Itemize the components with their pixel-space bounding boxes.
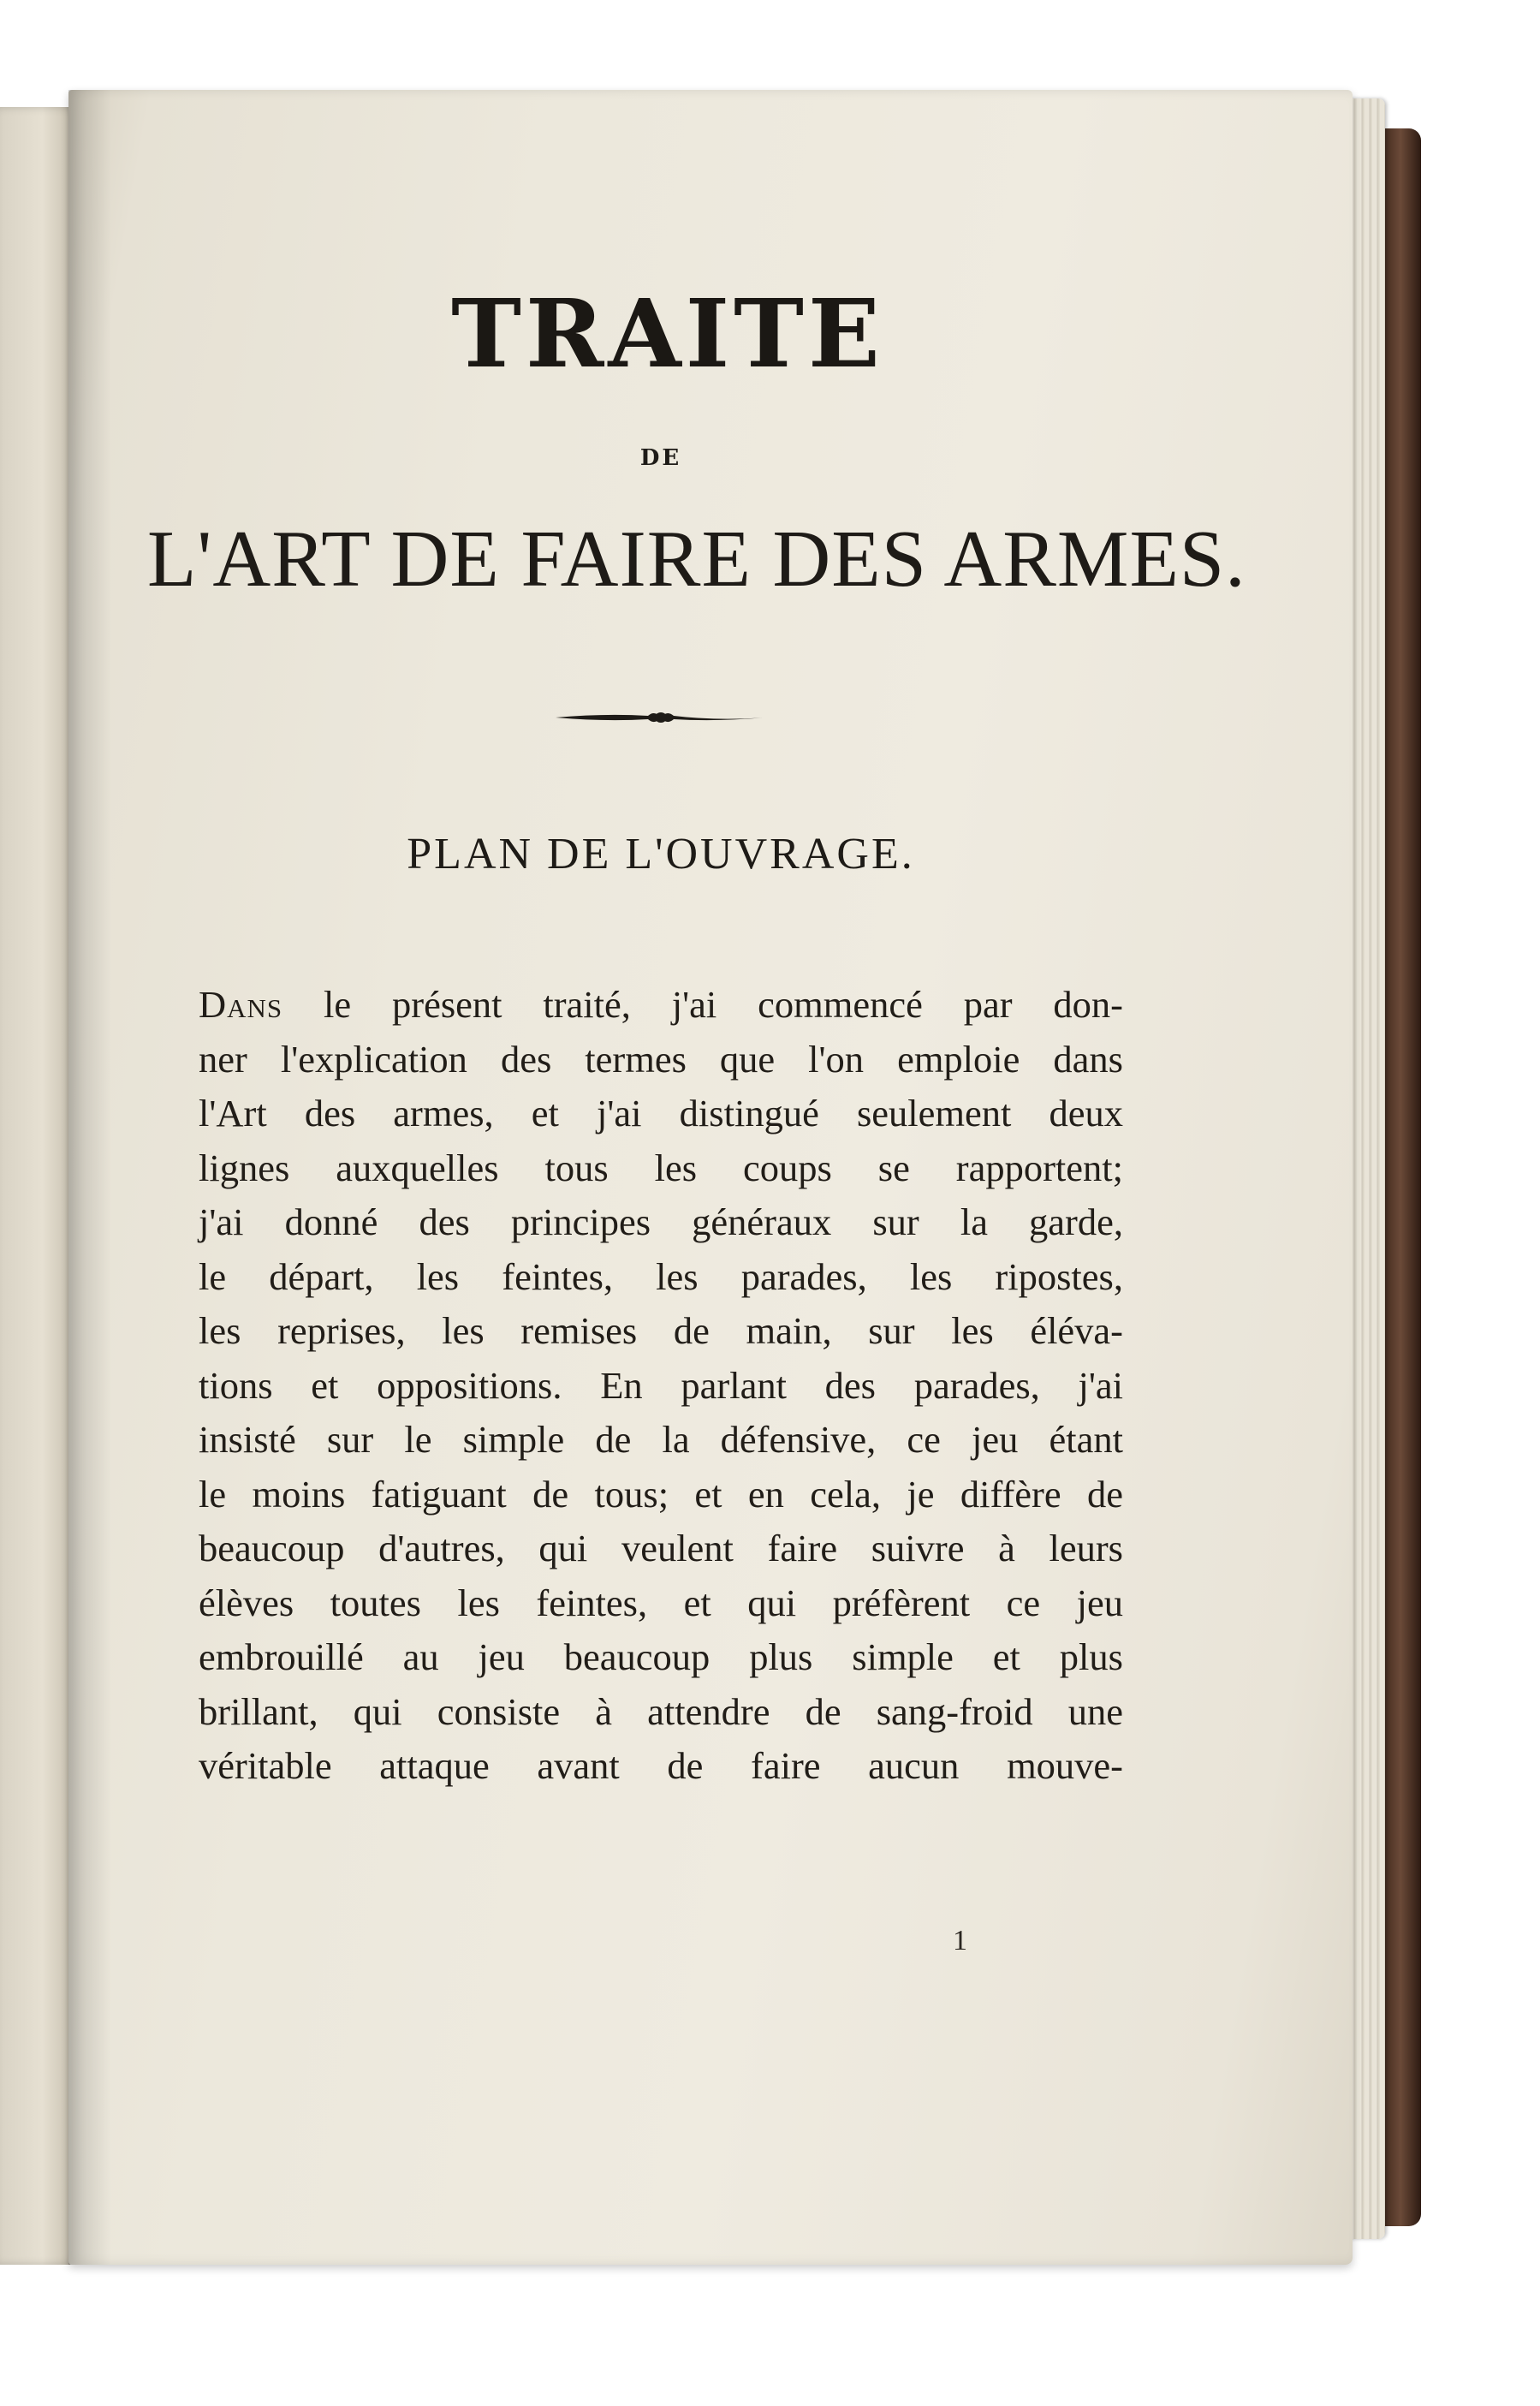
left-page-edge: [0, 107, 77, 2265]
section-heading: PLAN DE L'OUVRAGE.: [407, 830, 915, 878]
text-line: [199, 978, 1123, 1033]
text-line-content: le présent traité, j'ai commencé par don-: [282, 983, 1123, 1026]
body-paragraph: [199, 978, 1123, 1794]
text-line: insisté sur le simple de la défensive, ce jeu étant: [199, 1418, 1123, 1461]
text-line: élèves toutes les feintes, et qui préfèrent ce jeu: [199, 1581, 1123, 1624]
text-line: tions et oppositions. En parlant des parades, j'ai: [199, 1363, 1123, 1407]
title-connector: DE: [639, 445, 682, 471]
book-subtitle: L'ART DE FAIRE DES ARMES.: [147, 515, 1246, 604]
page-content: [147, 278, 1246, 1794]
ornament-divider: [554, 705, 768, 730]
text-line: beaucoup d'autres, qui veulent faire suivre à leurs: [199, 1527, 1123, 1569]
text-line: j'ai donné des principes généraux sur la garde,: [199, 1200, 1123, 1243]
page-number: 1: [953, 1925, 967, 1956]
book-title: TRAITE: [451, 278, 884, 389]
text-line: embrouillé au jeu beaucoup plus simple et plus: [199, 1635, 1123, 1678]
text-line: ner l'explication des termes que l'on emploie dans: [199, 1037, 1123, 1081]
text-line: l'Art des armes, et j'ai distingué seulement deux: [199, 1092, 1123, 1135]
opening-word: Dans: [199, 983, 283, 1026]
text-line: le moins fatiguant de tous; et en cela, je diffère de: [199, 1472, 1123, 1516]
text-line: véritable attaque avant de faire aucun mouve-: [199, 1744, 1123, 1787]
text-line: le départ, les feintes, les parades, les ripostes,: [199, 1254, 1123, 1298]
text-line: les reprises, les remises de main, sur les éléva-: [199, 1309, 1123, 1352]
text-line: brillant, qui consiste à attendre de sang-froid une: [199, 1689, 1123, 1733]
text-line: lignes auxquelles tous les coups se rapportent;: [199, 1146, 1123, 1189]
